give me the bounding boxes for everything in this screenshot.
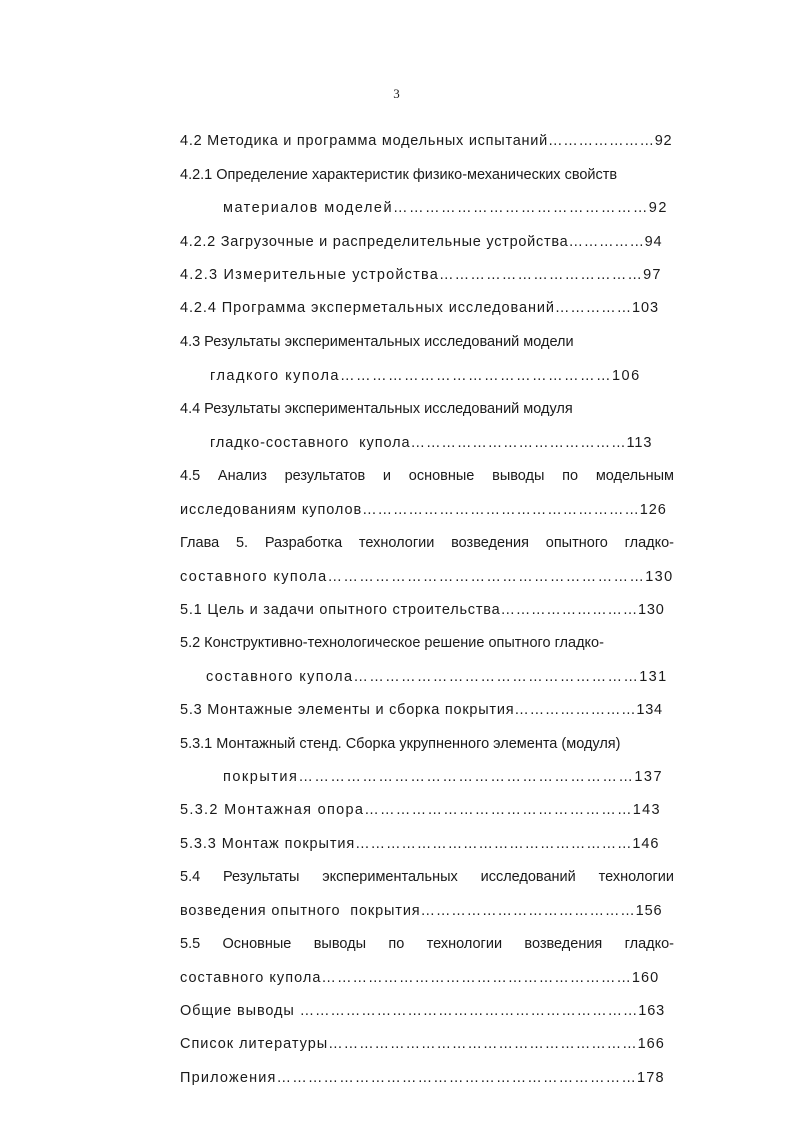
toc-entry: 5.3.1 Монтажный стенд. Сборка укрупненного элемента (модуля) <box>180 736 621 752</box>
toc-entry: Общие выводы …………………………………………………………163 <box>180 1003 666 1019</box>
toc-entry: Приложения……………………………………………………………178 <box>180 1070 665 1086</box>
page-number: 3 <box>393 86 400 101</box>
toc-entry: составного купола……………………………………………………130 <box>180 569 674 585</box>
toc-entry: 4.2.2 Загрузочные и распределительные устройства……………94 <box>180 234 663 250</box>
toc-entry: 4.4 Результаты экспериментальных исследований модуля <box>180 401 573 417</box>
toc-entry: составного купола……………………………………………………160 <box>180 970 660 986</box>
toc-entry: покрытия………………………………………………………137 <box>223 769 664 785</box>
toc-entry: 4.5 Анализ результатов и основные выводы по модельным <box>180 468 674 484</box>
toc-entry: 5.2 Конструктивно-технологическое решение опытного гладко- <box>180 635 604 651</box>
toc-entry: 5.3.3 Монтаж покрытия………………………………………………146 <box>180 836 660 852</box>
toc-entry: 4.2.1 Определение характеристик физико-механических свойств <box>180 167 618 183</box>
toc-entry: 4.3 Результаты экспериментальных исследований модели <box>180 334 574 350</box>
toc-entry: 5.5 Основные выводы по технологии возведения гладко- <box>180 936 674 952</box>
toc-entry: гладкого купола……………………………………………106 <box>210 368 641 384</box>
toc-entry: 5.3 Монтажные элементы и сборка покрытия……………………134 <box>180 702 663 718</box>
toc-entry: материалов моделей…………………………………………92 <box>223 200 668 216</box>
toc-entry: 4.2 Методика и программа модельных испытаний…………………92 <box>180 133 673 149</box>
toc-entry: 4.2.4 Программа эксперметальных исследований……………103 <box>180 300 659 316</box>
toc-entry: 5.1 Цель и задачи опытного строительства………………………130 <box>180 602 665 618</box>
toc-entry: исследованиям куполов………………………………………………126 <box>180 502 667 518</box>
toc-entry: Глава 5. Разработка технологии возведения опытного гладко- <box>180 535 674 551</box>
toc-entry: Список литературы……………………………………………………166 <box>180 1036 665 1052</box>
toc-entry: гладко-составного купола……………………………………113 <box>210 435 653 451</box>
toc-entry: 4.2.3 Измерительные устройства…………………………………97 <box>180 267 662 283</box>
toc-entry: 5.4 Результаты экспериментальных исследований технологии <box>180 869 674 885</box>
toc-entry: возведения опытного покрытия……………………………………156 <box>180 903 663 919</box>
toc-entry: составного купола………………………………………………131 <box>206 669 668 685</box>
toc-entry: 5.3.2 Монтажная опора……………………………………………143 <box>180 802 661 818</box>
